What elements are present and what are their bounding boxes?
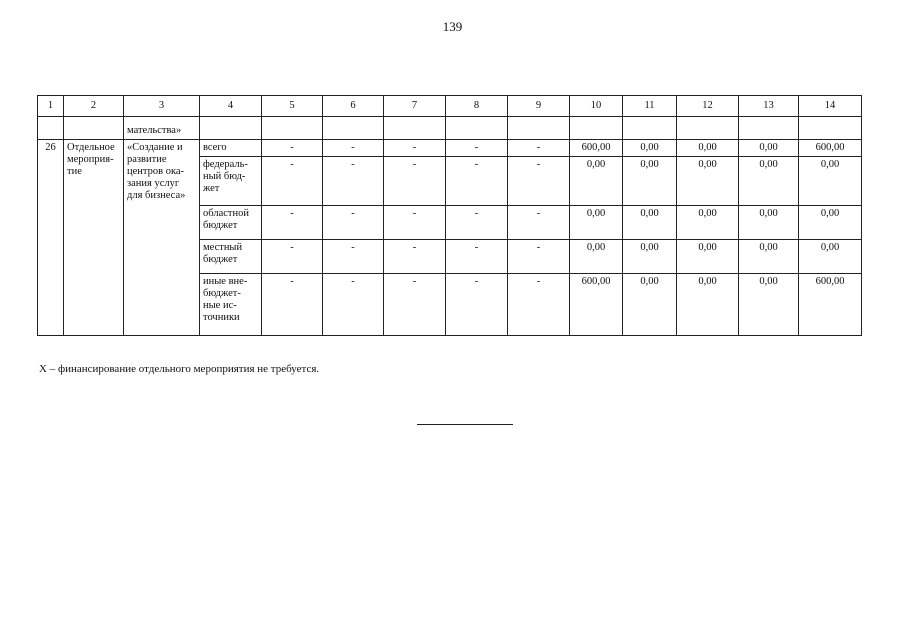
table-row: местный бюджет - - - - - 0,00 0,00 0,00 0,00 0,00 <box>38 240 862 274</box>
event-name: «Создание и развитие центров ока-зания услуг для бизнеса» <box>124 140 200 336</box>
funding-source: местный бюджет <box>200 240 262 274</box>
event-type: Отдельное мероприя-тие <box>64 140 124 336</box>
budget-table <box>37 95 862 336</box>
header-cell: 3 <box>124 96 200 117</box>
continuation-row <box>38 117 862 140</box>
header-cell: 4 <box>200 96 262 117</box>
funding-source: иные вне-бюджет-ные ис-точники <box>200 274 262 336</box>
header-cell: 9 <box>508 96 570 117</box>
table-row: федераль-ный бюд-жет - - - - - 0,00 0,00 0,00 0,00 0,00 <box>38 157 862 206</box>
header-cell: 1 <box>38 96 64 117</box>
header-cell: 6 <box>323 96 384 117</box>
header-cell: 5 <box>262 96 323 117</box>
row-number: 26 <box>38 140 64 336</box>
header-cell: 12 <box>677 96 739 117</box>
separator-line <box>417 424 513 425</box>
header-cell: 10 <box>570 96 623 117</box>
header-cell: 14 <box>799 96 862 117</box>
funding-source: областной бюджет <box>200 206 262 240</box>
continuation-text: мательства» <box>124 117 200 140</box>
header-cell: 7 <box>384 96 446 117</box>
funding-source: всего <box>200 140 262 157</box>
header-cell: 11 <box>623 96 677 117</box>
header-cell: 2 <box>64 96 124 117</box>
table-header-row <box>38 96 862 117</box>
page-number: 139 <box>442 19 463 34</box>
table-row: 26 Отдельное мероприя-тие «Создание и развитие центров ока-зания услуг для бизнеса» всего - - - - - 600,00 0,00 0,00 0,00 600,00 <box>38 140 862 157</box>
footnote: Х – финансирование отдельного мероприятия не требуется. <box>39 363 320 375</box>
header-cell: 13 <box>739 96 799 117</box>
header-cell: 8 <box>446 96 508 117</box>
funding-source: федераль-ный бюд-жет <box>200 157 262 206</box>
table-row: областной бюджет - - - - - 0,00 0,00 0,00 0,00 0,00 <box>38 206 862 240</box>
table-row: иные вне-бюджет-ные ис-точники - - - - - 600,00 0,00 0,00 0,00 600,00 <box>38 274 862 336</box>
